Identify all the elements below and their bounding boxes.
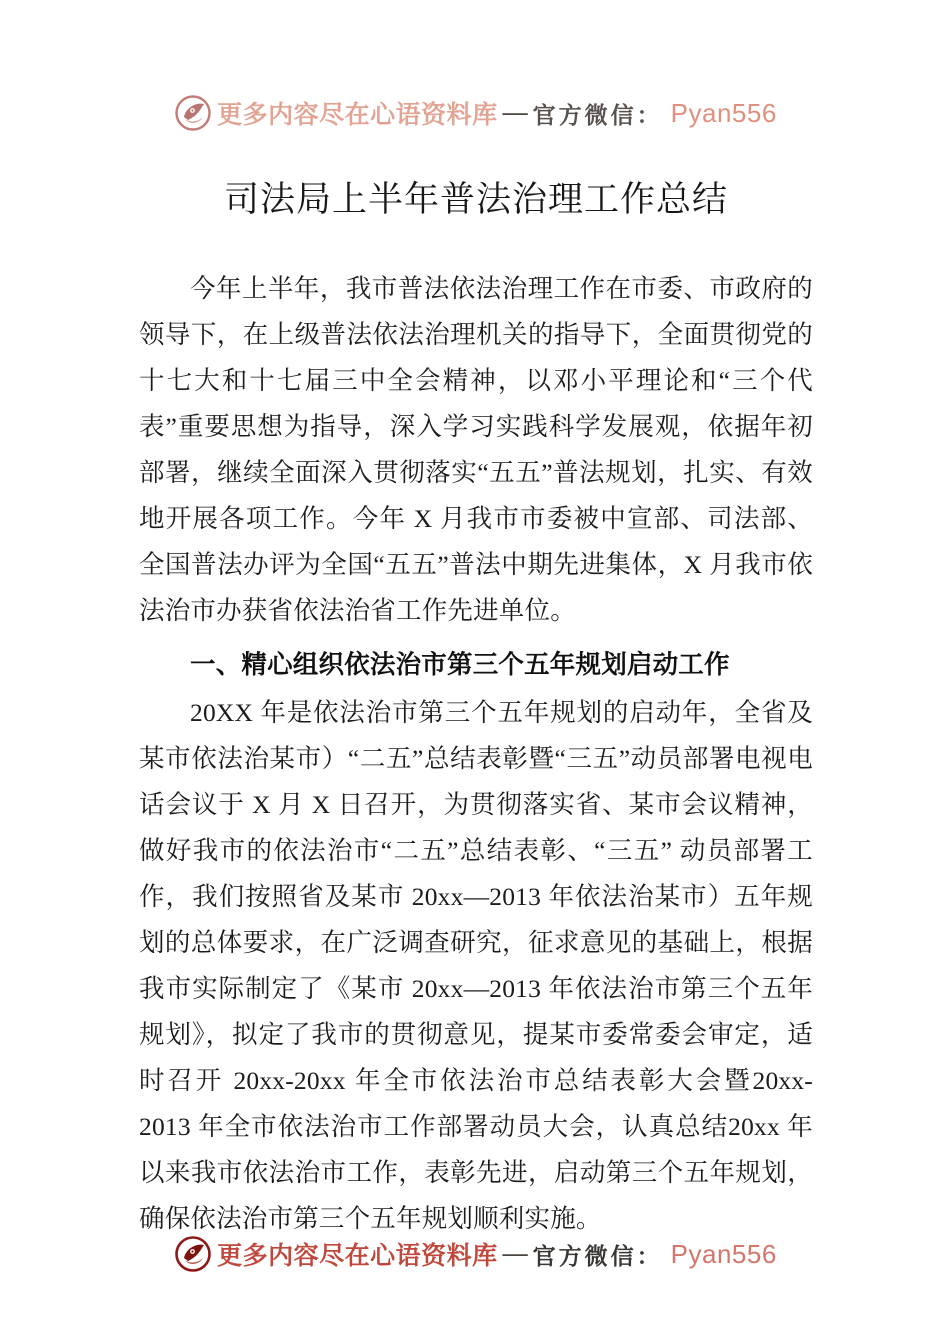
- xinyu-library-logo-icon: [173, 1234, 213, 1274]
- watermark-banner-bottom: [0, 1234, 950, 1274]
- banner-wechat-id: Pyan556: [670, 1238, 777, 1269]
- banner-wechat-label: 官方微信：: [532, 102, 663, 128]
- banner-dash: —: [502, 99, 528, 126]
- banner-wechat-id: Pyan556: [670, 97, 777, 128]
- document-body: [139, 0, 813, 1242]
- banner-brand-text: 更多内容尽在心语资料库: [217, 102, 498, 129]
- paragraph-section-1-body: 20XX 年是依法治市第三个五年规划的启动年，全省及某市依法治某市）“二五”总结表彰暨“三五”动员部署电视电话会议于 X 月 X 日召开，为贯彻落实省、某市会议精神，做好我市的依法治市“二五”总结表彰、“三五” 动员部署工作，我们按照省及某市 20xx—2013 年依法治某市）五年规划的总体要求，在广泛调查研究，征求意见的基础上，根据我市实际制定了《某市 20xx—2013 年依法治市第三个五年规划》，拟定了我市的贯彻意见，提某市委常委会审定，适时召开 20xx-20xx 年全市依法治市总结表彰大会暨20xx-2013 年全市依法治市工作部署动员大会，认真总结20xx 年以来我市依法治市工作，表彰先进，启动第三个五年规划，确保依法治市第三个五年规划顺利实施。: [139, 697, 813, 1233]
- section-heading-1: 一、精心组织依法治市第三个五年规划启动工作: [190, 650, 730, 679]
- banner-wechat-label: 官方微信：: [532, 1243, 663, 1269]
- page-title: 司法局上半年普法治理工作总结: [223, 180, 728, 219]
- banner-brand-text: 更多内容尽在心语资料库: [217, 1243, 498, 1270]
- banner-dash: —: [502, 1240, 528, 1267]
- paragraph-intro: 今年上半年，我市普法依法治理工作在市委、市政府的领导下，在上级普法依法治理机关的指导下，全面贯彻党的十七大和十七届三中全会精神，以邓小平理论和“三个代表”重要思想为指导，深入学习实践科学发展观，依据年初部署，继续全面深入贯彻落实“五五”普法规划，扎实、有效地开展各项工作。今年 X 月我市市委被中宣部、司法部、全国普法办评为全国“五五”普法中期先进集体，X 月我市依法治市办获省依法治省工作先进单位。: [139, 273, 813, 625]
